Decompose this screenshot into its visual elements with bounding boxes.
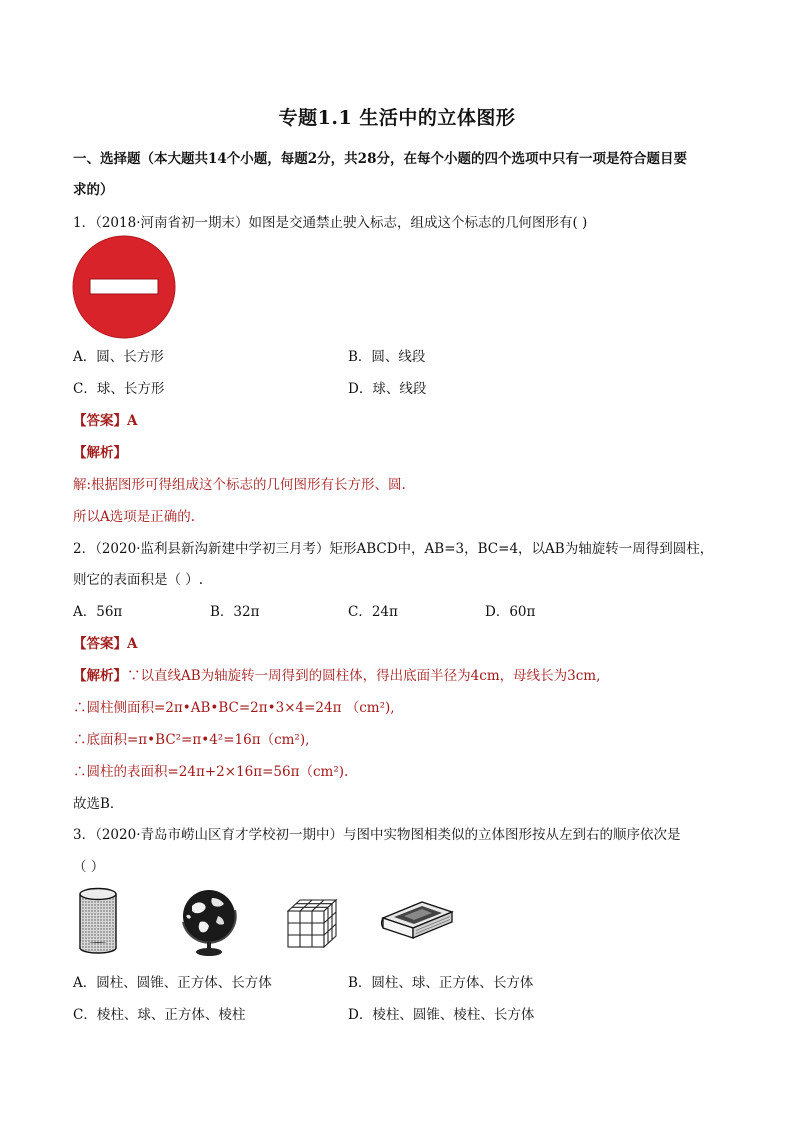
q1-analysis-label: 【解析】	[73, 445, 127, 461]
globe-icon	[178, 886, 240, 958]
q2-analysis-label: 【解析】	[73, 668, 127, 684]
book-icon	[380, 896, 454, 942]
q2-analysis-line: ∵以直线AB为轴旋转一周得到的圆柱体，得出底面半径为4cm，母线长为3cm,	[127, 668, 601, 684]
no-entry-sign-icon	[72, 235, 176, 339]
q2-option-d[interactable]: D．60π	[485, 604, 536, 620]
q1-answer: 【答案】A	[73, 413, 138, 429]
q2-stem: 2．（2020·监利县新沟新建中学初三月考）矩形ABCD中，AB=3，BC=4，以AB为轴旋转一周得到圆柱，	[73, 541, 714, 557]
section-heading: 一、选择题（本大题共14个小题，每题2分，共28分，在每个小题的四个选项中只有一项是符合题目要	[73, 151, 687, 167]
q2-option-c[interactable]: C．24π	[348, 604, 398, 620]
page-title: 专题1.1 生活中的立体图形	[278, 107, 516, 129]
q3-option-d[interactable]: D．棱柱、圆锥、棱柱、长方体	[348, 1007, 535, 1023]
q1-option-d[interactable]: D．球、线段	[348, 381, 427, 397]
q2-analysis-line: ∴圆柱侧面积=2π•AB•BC=2π•3×4=24π （cm²),	[73, 700, 395, 716]
q3-stem: 3．（2020·青岛市崂山区育才学校初一期中）与图中实物图相类似的立体图形按从左到右的顺序依次是	[73, 827, 681, 843]
section-heading-cont: 求的）	[73, 182, 114, 198]
q1-stem: 1．（2018·河南省初一期末）如图是交通禁止驶入标志，组成这个标志的几何图形有( )	[73, 215, 588, 231]
q3-option-b[interactable]: B．圆柱、球、正方体、长方体	[348, 975, 534, 991]
q2-conclusion: 故选B．	[73, 796, 124, 812]
q2-analysis-line: ∴底面积=π•BC²=π•4²=16π（cm²),	[73, 732, 310, 748]
q2-analysis-line: ∴圆柱的表面积=24π+2×16π=56π（cm²).	[73, 764, 349, 780]
q3-option-c[interactable]: C．棱柱、球、正方体、棱柱	[73, 1007, 246, 1023]
cube-grid-icon	[286, 898, 338, 948]
q1-option-c[interactable]: C．球、长方形	[73, 381, 165, 397]
cylinder-can-icon	[76, 886, 120, 956]
q1-option-a[interactable]: A．圆、长方形	[73, 349, 164, 365]
q1-option-b[interactable]: B．圆、线段	[348, 349, 426, 365]
q3-stem-cont: （ ）	[73, 859, 105, 875]
q1-analysis-line: 解:根据图形可得组成这个标志的几何图形有长方形、圆.	[73, 477, 406, 493]
q2-answer: 【答案】A	[73, 636, 138, 652]
q2-option-a[interactable]: A．56π	[73, 604, 123, 620]
q1-analysis-line: 所以A选项是正确的.	[73, 509, 196, 525]
q2-stem-cont: 则它的表面积是（ ）.	[73, 572, 204, 588]
q2-analysis-row	[73, 664, 600, 684]
q2-option-b[interactable]: B．32π	[210, 604, 260, 620]
q3-option-a[interactable]: A．圆柱、圆锥、正方体、长方体	[73, 975, 272, 991]
